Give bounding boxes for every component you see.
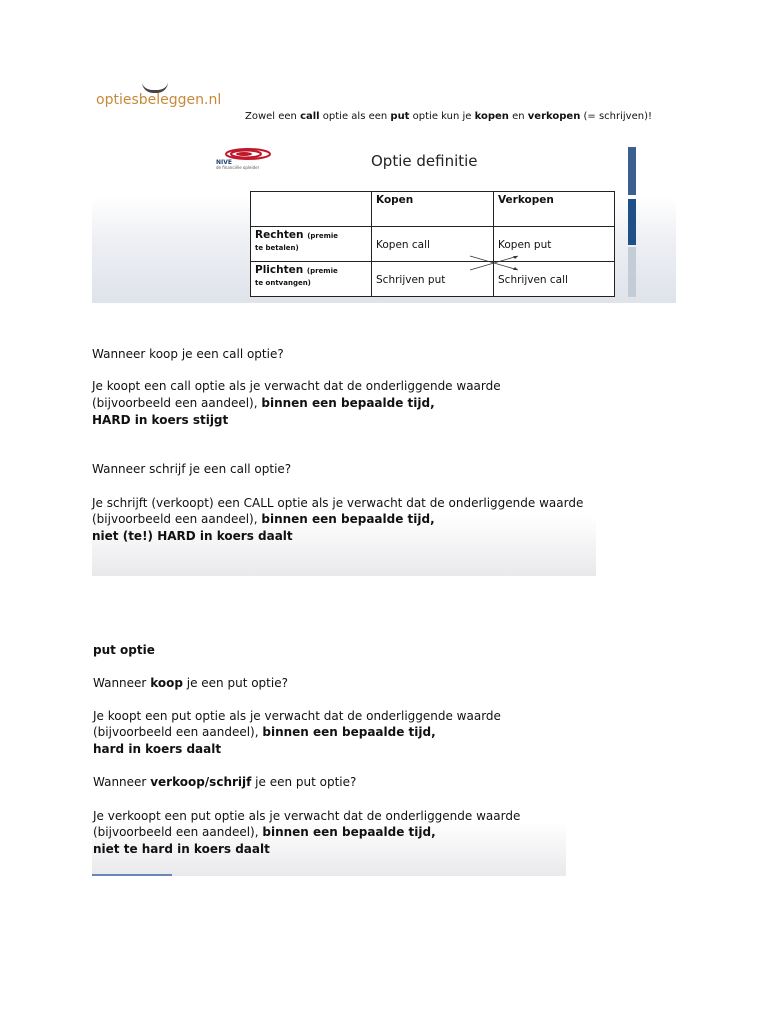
question-text: Wanneer [93,775,151,789]
put-answer-buy-line1: Je koopt een put optie als je verwacht dat de onderliggende waarde [93,709,501,723]
answer-bold: binnen een bepaalde tijd, [262,725,436,739]
table-row [251,262,615,297]
column-header-kopen: Kopen [372,192,494,227]
put-answer-buy-line3 [93,741,221,757]
answer-bold: binnen een bepaalde tijd, [261,396,435,410]
intro-bold: put [390,111,410,122]
table-header-row [251,192,615,227]
question-text: Wanneer [93,676,151,690]
intro-bold: kopen [474,111,509,122]
put-question-write [93,774,356,790]
call-answer-write-line2 [92,511,435,527]
cross-arrows-icon [468,253,524,273]
slide-screenshot [92,147,676,303]
nive-logo-text: NIVE [216,159,232,166]
nive-logo-subtitle: de financiële opleider [216,165,260,170]
call-answer-write-line3 [92,528,293,544]
row-note: te betalen) [255,244,299,252]
row-label: Rechten [255,229,304,241]
heading-text: put optie [93,643,155,657]
intro-line [245,111,652,122]
cell-value: Schrijven put [376,274,446,286]
row-note: (premie [306,267,338,275]
cell-value: Schrijven call [498,274,568,286]
put-answer-buy-line2 [93,724,436,740]
question-bold: verkoop/schrijf [150,775,252,789]
call-answer-write-line1: Je schrijft (verkoopt) een CALL optie als je verwacht dat de onderliggende waarde [92,496,584,510]
put-heading [93,642,155,658]
intro-bold: call [300,111,320,122]
slide-side-bar [628,247,636,297]
answer-bold: binnen een bepaalde tijd, [261,512,435,526]
put-answer-write-line3 [93,841,270,857]
answer-bold: niet te hard in koers daalt [93,842,270,856]
call-question-write: Wanneer schrijf je een call optie? [92,462,292,476]
answer-bold: hard in koers daalt [93,742,222,756]
row-header-plichten [251,262,372,297]
call-answer-buy-line3 [92,412,228,428]
row-note: (premie [307,232,339,240]
put-question-buy [93,675,288,691]
call-question-buy: Wanneer koop je een call optie? [92,347,284,361]
table-corner-cell [251,192,372,227]
cell-value: Kopen put [498,239,552,251]
answer-text: (bijvoorbeeld een aandeel), [92,512,262,526]
put-answer-write-line1: Je verkoopt een put optie als je verwacht dat de onderliggende waarde [93,809,521,823]
call-answer-buy-line1: Je koopt een call optie als je verwacht dat de onderliggende waarde [92,379,501,393]
column-header-verkopen: Verkopen [494,192,615,227]
cell-value: Kopen call [376,239,430,251]
table-row [251,227,615,262]
question-bold: koop [150,676,183,690]
row-label: Plichten [255,264,304,276]
put-section-underline [92,874,172,876]
answer-bold: niet (te!) HARD in koers daalt [92,529,293,543]
question-text: je een put optie? [251,775,357,789]
question-text: je een put optie? [182,676,288,690]
put-section [92,640,566,878]
answer-text: (bijvoorbeeld een aandeel), [93,825,263,839]
call-answer-buy-line2 [92,395,435,411]
site-logo: optiesbeleggen.nl [96,92,222,108]
answer-text: (bijvoorbeeld een aandeel), [93,725,263,739]
row-header-rechten [251,227,372,262]
slide-title: Optie definitie [371,152,478,170]
intro-text: (= schrijven)! [580,111,652,122]
put-answer-write-line2 [93,824,436,840]
intro-text: optie als een [319,111,391,122]
answer-bold: HARD in koers stijgt [92,413,229,427]
intro-text: Zowel een [245,111,301,122]
slide-side-bar [628,147,636,195]
intro-text: en [508,111,528,122]
answer-text: (bijvoorbeeld een aandeel), [92,396,262,410]
slide-side-bar [628,199,636,245]
intro-bold: verkopen [527,111,581,122]
option-definition-table [250,191,615,297]
call-section [92,344,596,576]
row-note: te ontvangen) [255,279,311,287]
answer-bold: binnen een bepaalde tijd, [262,825,436,839]
intro-text: optie kun je [409,111,475,122]
